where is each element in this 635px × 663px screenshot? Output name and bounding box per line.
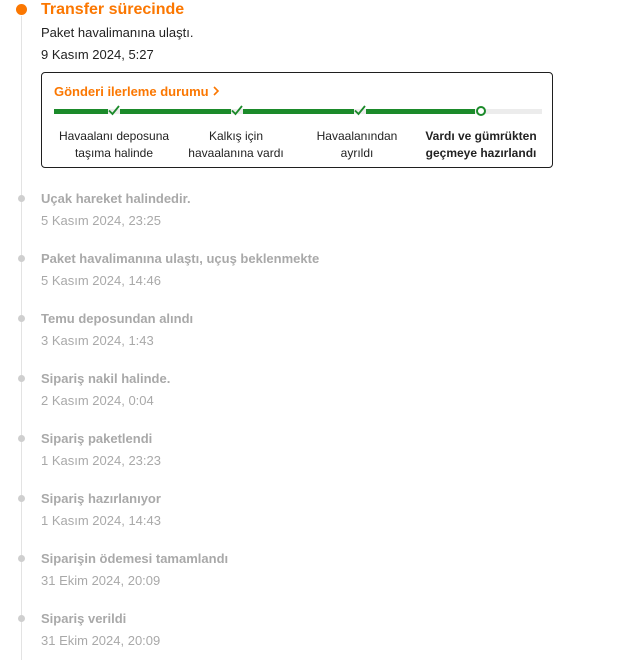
current-status-time: 9 Kasım 2024, 5:27 — [41, 47, 154, 62]
event-title: Paket havalimanına ulaştı, uçuş beklenmekte — [41, 251, 320, 266]
event-dot — [18, 435, 25, 442]
event-title: Sipariş paketlendi — [41, 431, 153, 446]
current-stage-marker — [476, 106, 486, 116]
event-time: 3 Kasım 2024, 1:43 — [41, 333, 154, 348]
progress-segment — [366, 109, 475, 114]
event-time: 5 Kasım 2024, 23:25 — [41, 213, 161, 228]
event-dot — [18, 195, 25, 202]
event-title: Uçak hareket halindedir. — [41, 191, 191, 206]
progress-stage-label: Vardı ve gümrükten geçmeye hazırlandı — [425, 129, 537, 160]
timeline-line — [21, 16, 22, 660]
shipment-progress-link-label: Gönderi ilerleme durumu — [54, 84, 209, 99]
event-dot — [18, 375, 25, 382]
event-time: 5 Kasım 2024, 14:46 — [41, 273, 161, 288]
progress-stage-label: Havaalanından ayrıldı — [316, 129, 398, 160]
progress-stage-label: Kalkış için havaalanına vardı — [188, 129, 284, 160]
event-title: Sipariş hazırlanıyor — [41, 491, 161, 506]
current-status-dot — [16, 4, 27, 15]
event-dot — [18, 615, 25, 622]
event-dot — [18, 255, 25, 262]
event-time: 1 Kasım 2024, 14:43 — [41, 513, 161, 528]
event-time: 31 Ekim 2024, 20:09 — [41, 573, 161, 588]
event-title: Siparişin ödemesi tamamlandı — [41, 551, 229, 566]
event-time: 2 Kasım 2024, 0:04 — [41, 393, 154, 408]
shipment-progress-card — [41, 72, 553, 168]
event-dot — [18, 315, 25, 322]
progress-segment — [243, 109, 354, 114]
progress-segment — [54, 109, 108, 114]
event-time: 1 Kasım 2024, 23:23 — [41, 453, 161, 468]
shipment-progress-link[interactable] — [54, 84, 220, 99]
checkmark-icon — [107, 103, 121, 117]
event-title: Sipariş verildi — [41, 611, 127, 626]
event-time: 31 Ekim 2024, 20:09 — [41, 633, 161, 648]
checkmark-icon — [230, 103, 244, 117]
event-title: Temu deposundan alındı — [41, 311, 194, 326]
current-status-description: Paket havalimanına ulaştı. — [41, 25, 194, 40]
event-title: Sipariş nakil halinde. — [41, 371, 171, 386]
current-status-title: Transfer sürecinde — [41, 1, 185, 18]
progress-stage-label: Havaalanı deposuna taşıma halinde — [58, 129, 170, 160]
progress-segment — [120, 109, 231, 114]
chevron-right-icon — [212, 84, 220, 99]
event-dot — [18, 555, 25, 562]
event-dot — [18, 495, 25, 502]
checkmark-icon — [353, 103, 367, 117]
